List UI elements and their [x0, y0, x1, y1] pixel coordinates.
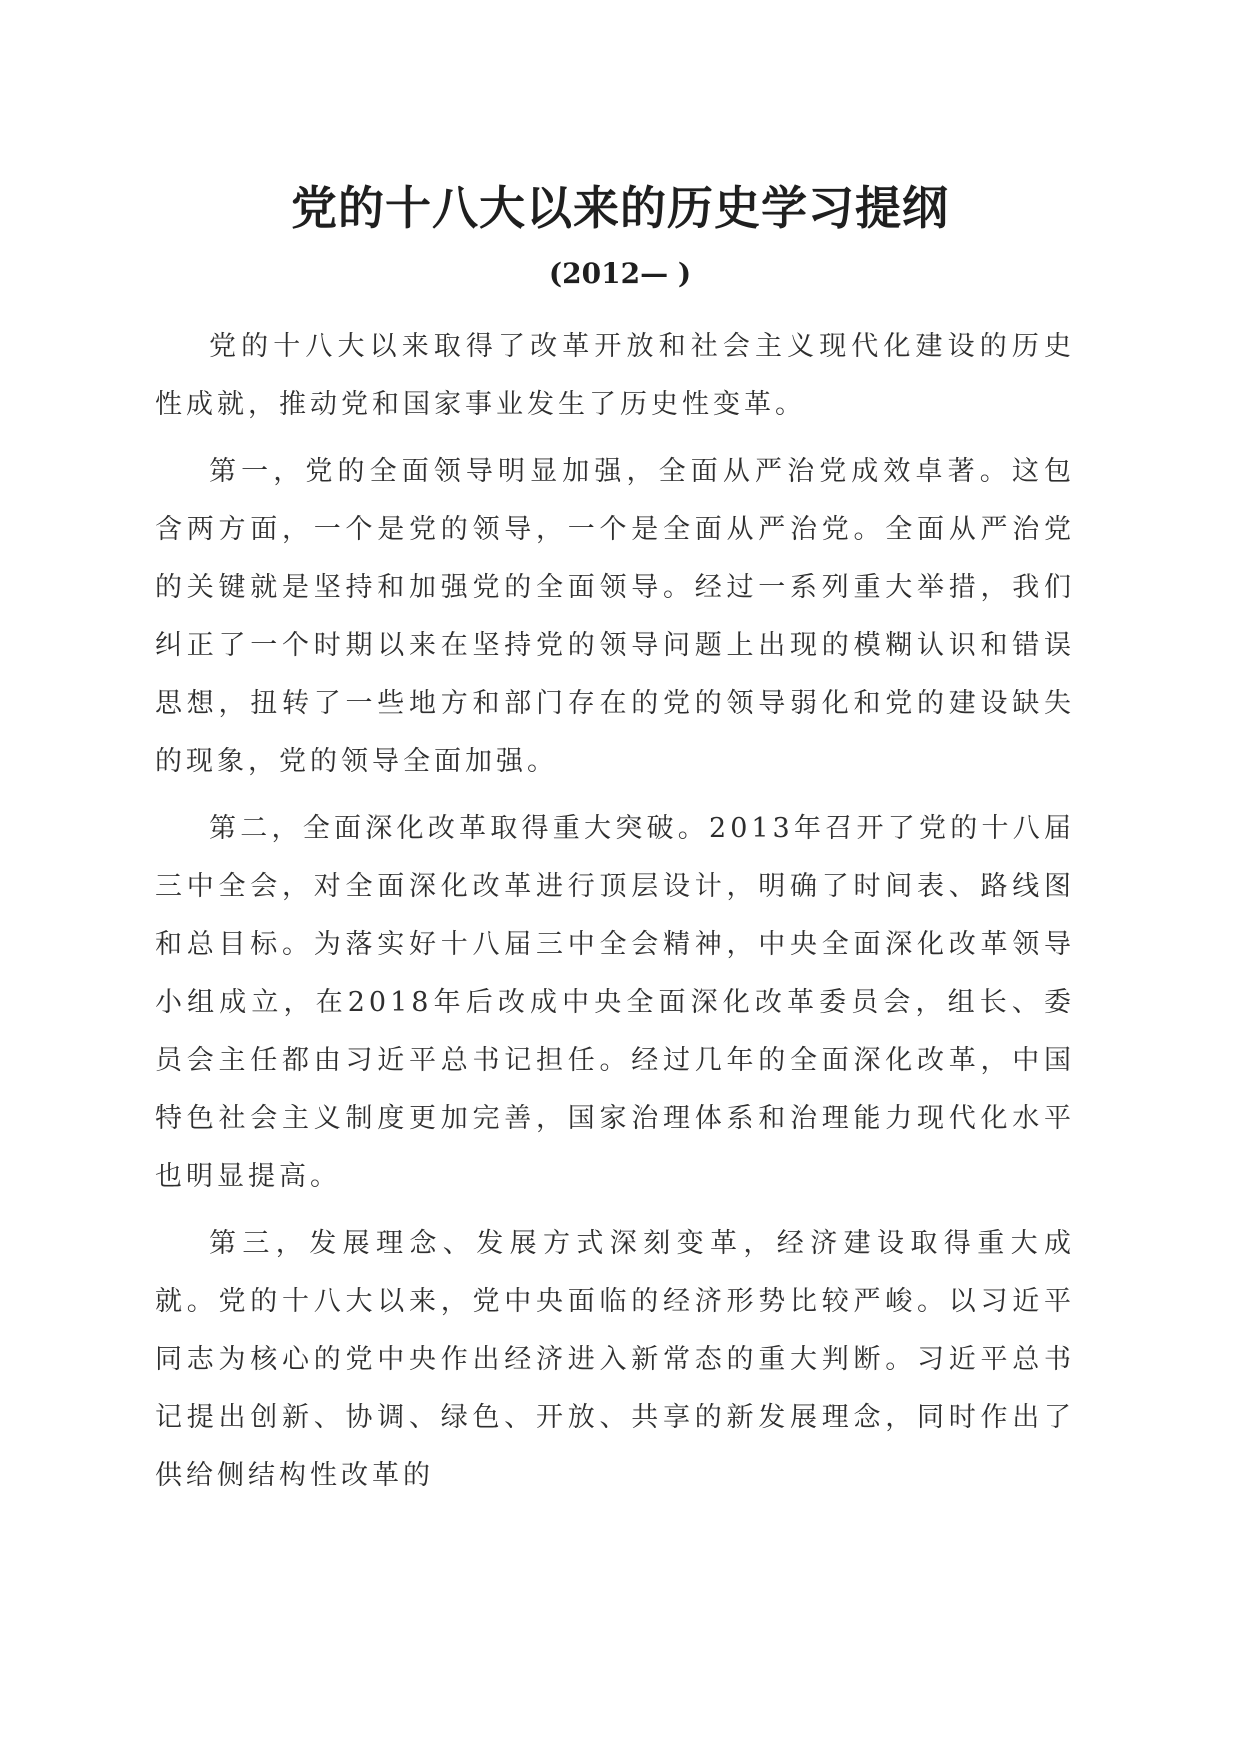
paragraph-third: 第三，发展理念、发展方式深刻变革，经济建设取得重大成就。党的十八大以来，党中央面临的经济形势比较严峻。以习近平同志为核心的党中央作出经济进入新常态的重大判断。习近平总书记提出创新、协调、绿色、开放、共享的新发展理念，同时作出了供给侧结构性改革的	[155, 1228, 1075, 1491]
paragraph-first: 第一，党的全面领导明显加强，全面从严治党成效卓著。这包含两方面，一个是党的领导，一个是全面从严治党。全面从严治党的关键就是坚持和加强党的全面领导。经过一系列重大举措，我们纠正了一个时期以来在坚持党的领导问题上出现的模糊认识和错误思想，扭转了一些地方和部门存在的党的领导弱化和党的建设缺失的现象，党的领导全面加强。	[155, 456, 1075, 777]
document-subtitle: (2012— )	[548, 257, 692, 290]
document-body	[155, 318, 1075, 1514]
paragraph-second: 第二，全面深化改革取得重大突破。2013年召开了党的十八届三中全会，对全面深化改革进行顶层设计，明确了时间表、路线图和总目标。为落实好十八届三中全会精神，中央全面深化改革领导小组成立，在2018年后改成中央全面深化改革委员会，组长、委员会主任都由习近平总书记担任。经过几年的全面深化改革，中国特色社会主义制度更加完善，国家治理体系和治理能力现代化水平也明显提高。	[155, 813, 1075, 1192]
document-title: 党的十八大以来的历史学习提纲	[291, 181, 949, 235]
paragraph-intro: 党的十八大以来取得了改革开放和社会主义现代化建设的历史性成就，推动党和国家事业发生了历史性变革。	[155, 331, 1075, 420]
